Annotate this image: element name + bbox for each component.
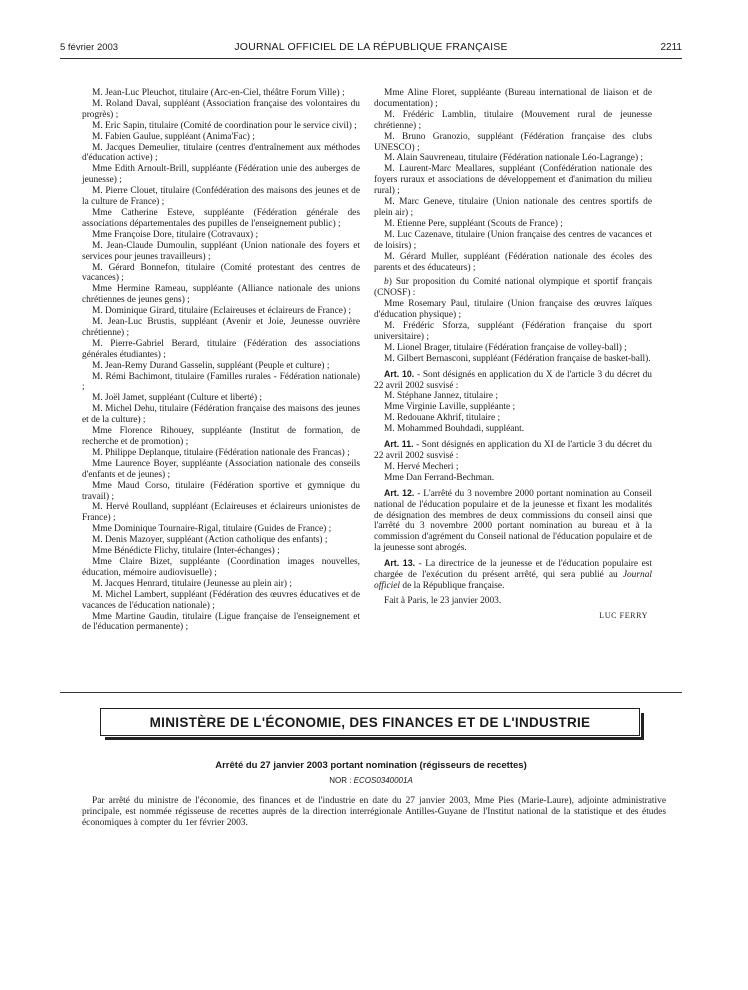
member-entry: M. Rémi Bachimont, titulaire (Familles rurales - Fédération nationale) ; — [82, 371, 360, 393]
member-entry: M. Jacques Demeulier, titulaire (centres d'entraînement aux méthodes d'éducation active) ; — [82, 142, 360, 164]
member-entry: M. Marc Geneve, titulaire (Union nationale des centres sportifs de plein air) ; — [374, 197, 652, 218]
member-entry: M. Pierre Clouet, titulaire (Confédération des maisons des jeunes et de la culture de France) ; — [82, 186, 360, 208]
designee-entry: M. Redouane Akhrif, titulaire ; — [384, 413, 501, 424]
member-entry: M. Michel Lambert, suppléant (Fédération des œuvres éducatives et de vacances de l'éducation nationale) ; — [82, 589, 360, 611]
member-entry: M. Gérard Bonnefon, titulaire (Comité protestant des centres de vacances) ; — [82, 262, 360, 284]
member-entry: Mme Dominique Tournaire-Rigal, titulaire (Guides de France) ; — [92, 524, 332, 535]
article-13-label: Art. 13. — [384, 558, 416, 569]
page-header — [60, 40, 682, 56]
article-12-text: - L'arrêté du 3 novembre 2000 portant nomination au Conseil national de l'éducation populaire et de la jeunesse et fixant les modalités de désignation des membres de deux commissions du conseil ainsi que l'arrêté du 3 novembre 2000 portant nomination au bureau et à la commission d'agrément du Conseil national de l'éducation populaire et de la jeunesse sont abrogés. — [374, 488, 652, 554]
journal-officiel-ref: Journal officiel — [374, 570, 652, 591]
member-entry: Mme Edith Arnoult-Brill, suppléante (Fédération unie des auberges de jeunesse) ; — [82, 164, 360, 186]
designee-entry: Mme Virginie Laville, suppléante ; — [384, 402, 516, 413]
left-column — [82, 88, 360, 633]
designee-entry: M. Mohammed Bouhdadi, suppléant. — [384, 424, 525, 435]
nor-reference — [60, 776, 682, 785]
article-13-text-end: de la République française. — [400, 580, 505, 591]
member-entry: M. Jean-Remy Durand Gasselin, suppléant (Peuple et culture) ; — [92, 360, 330, 371]
designee-entry: M. Hervé Mecheri ; — [384, 461, 459, 472]
member-entry: M. Hervé Roulland, suppléant (Eclaireuses et éclaireurs unionistes de France) ; — [82, 502, 360, 524]
subsection-b: b) Sur proposition du Comité national olympique et sportif français (CNOSF) : — [374, 277, 652, 299]
member-entry: M. Laurent-Marc Meallares, suppléant (Confédération nationale des foyers ruraux et associations de développement et d'animation du milieu rural) ; — [374, 164, 652, 197]
member-entry: Mme Catherine Esteve, suppléante (Fédération générale des associations départementales des pupilles de l'enseignement public) ; — [82, 207, 360, 229]
ministry-title: MINISTÈRE DE L'ÉCONOMIE, DES FINANCES ET DE L'INDUSTRIE — [149, 714, 591, 730]
right-column — [374, 88, 652, 622]
article-11-text: - Sont désignés en application du XI de l'article 3 du décret du 22 avril 2002 susvisé : — [374, 440, 652, 461]
member-entry: Mme Laurence Boyer, suppléante (Association nationale des conseils d'enfants et de jeunes) ; — [82, 458, 360, 480]
member-entry: M. Michel Dehu, titulaire (Fédération française des maisons des jeunes et de la culture) ; — [82, 404, 360, 426]
member-entry: M. Dominique Girard, titulaire (Eclaireuses et éclaireurs de France) ; — [92, 306, 352, 317]
member-entry: M. Roland Daval, suppléant (Association française des volontaires du progrès) ; — [82, 98, 360, 120]
member-entry: Mme Bénédicte Flichy, titulaire (Inter-échanges) ; — [92, 546, 280, 557]
signature: LUC FERRY — [599, 610, 648, 620]
header-rule — [60, 58, 682, 59]
member-entry: Mme Florence Rihouey, suppléante (Institut de formation, de recherche et de promotion) ; — [82, 426, 360, 447]
article-12-label: Art. 12. — [384, 487, 415, 498]
member-entry: M. Jacques Henrard, titulaire (Jeunesse au plein air) ; — [92, 578, 292, 589]
article-10 — [374, 369, 652, 392]
member-entry: M. Jean-Claude Dumoulin, suppléant (Union nationale des foyers et services pour jeunes travailleurs) ; — [82, 240, 360, 262]
article-11-label: Art. 11. — [384, 439, 414, 450]
member-entry: M. Philippe Deplanque, titulaire (Fédération nationale des Francas) ; — [92, 447, 350, 458]
member-entry: M. Gérard Muller, suppléant (Fédération nationale des écoles des parents et des éducateurs) ; — [374, 251, 652, 273]
nor-code: ECOS0340001A — [353, 776, 413, 785]
member-entry: M. Bruno Granozio, suppléant (Fédération française des clubs UNESCO) ; — [374, 131, 652, 153]
member-entry: Mme Françoise Dore, titulaire (Cotravaux) ; — [92, 229, 259, 240]
section-rule — [60, 692, 682, 693]
member-entry: M. Denis Mazoyer, suppléant (Action catholique des enfants) ; — [92, 535, 328, 546]
member-entry: Mme Rosemary Paul, titulaire (Union française des œuvres laïques d'éducation physique) ; — [374, 299, 652, 321]
member-entry: Mme Martine Gaudin, titulaire (Ligue française de l'enseignement et de l'éducation permanente) ; — [82, 611, 360, 633]
article-12 — [374, 488, 652, 554]
member-entry: M. Joël Jamet, suppléant (Culture et liberté) ; — [92, 393, 263, 404]
member-entry: M. Frédéric Sforza, suppléant (Fédération française du sport universitaire) ; — [374, 321, 652, 342]
designee-entry: M. Stéphane Jannez, titulaire ; — [384, 391, 499, 402]
member-entry: M. Jean-Luc Pleuchot, titulaire (Arc-en-Ciel, théâtre Forum Ville) ; — [92, 88, 345, 98]
member-entry: M. Luc Cazenave, titulaire (Union française des centres de vacances et de loisirs) ; — [374, 229, 652, 251]
member-entry: Mme Maud Corso, titulaire (Fédération sportive et gymnique du travail) ; — [82, 480, 360, 502]
member-entry: Mme Claire Bizet, suppléante (Coordination images nouvelles, éducation, mémoire audiovisuelle) ; — [82, 556, 360, 578]
article-11 — [374, 439, 652, 462]
member-entry: M. Pierre-Gabriel Berard, titulaire (Fédération des associations générales étudiantes) ; — [82, 338, 360, 360]
nor-label: NOR : — [329, 776, 354, 785]
designee-entry: Mme Dan Ferrand-Bechman. — [384, 472, 495, 483]
member-entry: M. Alain Sauvreneau, titulaire (Fédération nationale Léo-Lagrange) ; — [384, 153, 644, 164]
member-entry: M. Frédéric Lamblin, titulaire (Mouvement rural de jeunesse chrétienne) ; — [374, 109, 652, 131]
article-13-text: - La directrice de la jeunesse et de l'éducation populaire est chargée de l'exécution du présent arrêté, qui sera publié au — [374, 559, 652, 581]
ministry-heading — [100, 708, 640, 736]
member-entry: M. Lionel Brager, titulaire (Fédération française de volley-ball) ; — [384, 342, 627, 353]
arrete-body: Par arrêté du ministre de l'économie, des finances et de l'industrie en date du 27 janvier 2003, Mme Pies (Marie-Laure), adjointe administrative principale, est nommée régisseuse de recettes auprès de la direction interrégionale Antilles-Guyane de l'Institut national de la statistique et des études économiques à compter du 1er février 2003. — [82, 796, 666, 828]
header-date: 5 février 2003 — [60, 42, 119, 53]
member-entry: M. Gilbert Bernasconi, suppléant (Fédération française de basket-ball). — [384, 353, 651, 364]
article-13 — [374, 558, 652, 592]
article-10-text: - Sont désignés en application du X de l'article 3 du décret du 22 avril 2002 susvisé : — [374, 369, 652, 391]
member-entry: M. Eric Sapin, titulaire (Comité de coordination pour le service civil) ; — [92, 120, 357, 131]
page-number: 2211 — [660, 42, 682, 53]
member-entry: M. Jean-Luc Brustis, suppléant (Avenir et Joie, Jeunesse ouvrière chrétienne) ; — [82, 317, 360, 338]
member-entry: M. Fabien Gaulue, suppléant (Anima'Fac) ; — [92, 131, 255, 142]
done-at: Fait à Paris, le 23 janvier 2003. — [384, 595, 502, 606]
member-entry: Mme Aline Floret, suppléante (Bureau international de liaison et de documentation) ; — [374, 88, 652, 109]
member-entry: M. Etienne Pere, suppléant (Scouts de France) ; — [384, 218, 563, 229]
member-entry: Mme Hermine Rameau, suppléante (Alliance nationale des unions chrétiennes de jeunes gens) ; — [82, 284, 360, 306]
subsection-b-text: Sur proposition du Comité national olympique et sportif français (CNOSF) : — [374, 277, 652, 299]
arrete-title: Arrêté du 27 janvier 2003 portant nomination (régisseurs de recettes) — [215, 760, 527, 771]
journal-title: JOURNAL OFFICIEL DE LA RÉPUBLIQUE FRANÇAISE — [234, 41, 508, 53]
article-10-label: Art. 10. — [384, 368, 415, 379]
